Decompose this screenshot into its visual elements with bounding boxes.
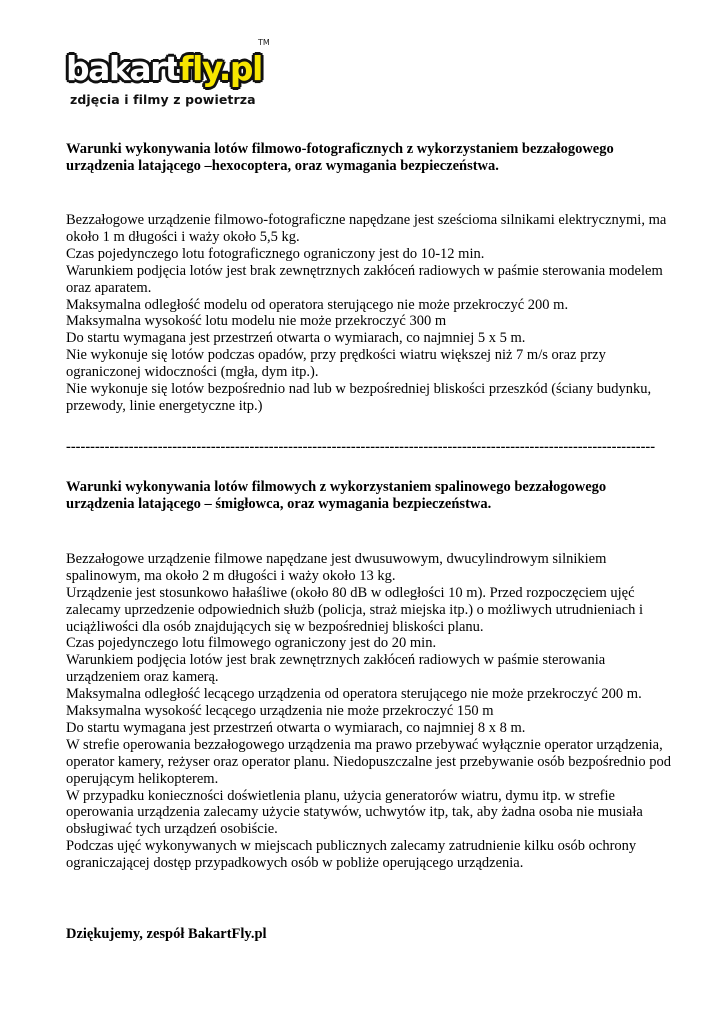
- logo-trademark: TM: [258, 38, 270, 47]
- section2-paragraph: Maksymalna wysokość lecącego urządzenia nie może przekroczyć 150 m: [66, 703, 494, 720]
- section2-paragraph: W przypadku konieczności doświetlenia planu, użycia generatorów wiatru, dymu itp. w strefie operowania urządzenia zalecamy użycie statywów, uchwytów itp, tak, aby żadna osoba nie musiała obsługiwać tych urządzeń osobiście.: [66, 787, 643, 838]
- section1-paragraph: Do startu wymagana jest przestrzeń otwarta o wymiarach, co najmniej 5 x 5 m.: [66, 330, 526, 347]
- section2-paragraph: Bezzałogowe urządzenie filmowe napędzane jest dwusuwowym, dwucylindrowym silnikiem spalinowym, ma około 2 m długości i waży około 13 kg.: [66, 550, 607, 584]
- section1-paragraph: Maksymalna odległość modelu od operatora sterującego nie może przekroczyć 200 m.: [66, 296, 569, 313]
- logo-wordmark: [66, 46, 262, 90]
- logo: [66, 38, 276, 114]
- section1-paragraph: Maksymalna wysokość lotu modelu nie może przekroczyć 300 m: [66, 313, 447, 330]
- section2-paragraph: Urządzenie jest stosunkowo hałaśliwe (około 80 dB w odległości 10 m). Przed rozpoczęciem ujęć zalecamy uprzedzenie odpowiednich służb (policja, straż miejska itp.) o możliwych utrudnieniach i uciążliwości dla osób znajdujących się w bezpośredniej bliskości planu.: [66, 584, 643, 635]
- section1-paragraphs: [66, 212, 676, 415]
- section1-heading: Warunki wykonywania lotów filmowo-fotograficznych z wykorzystaniem bezzałogowego urządzenia latającego –hexocoptera, oraz wymagania bezpieczeństwa.: [66, 141, 614, 174]
- logo-brand-bakart: bakart: [66, 48, 180, 88]
- section2-paragraph: W strefie operowania bezzałogowego urządzenia ma prawo przebywać wyłącznie operator urządzenia, operator kamery, reżyser oraz operator planu. Niedopuszczalne jest przebywanie osób bezpośrednio pod operującym helikopterem.: [66, 736, 671, 787]
- section1-paragraph: Nie wykonuje się lotów bezpośrednio nad lub w bezpośredniej bliskości przeszkód (ściany budynku, przewody, linie energetyczne itp.): [66, 381, 652, 414]
- section2-heading: Warunki wykonywania lotów filmowych z wykorzystaniem spalinowego bezzałogowego urządzenia latającego – śmigłowca, oraz wymagania bezpieczeństwa.: [66, 478, 607, 512]
- section1-paragraph: Warunkiem podjęcia lotów jest brak zewnętrznych zakłóceń radiowych w paśmie sterowania modelem oraz aparatem.: [66, 262, 663, 296]
- section1-paragraph: Nie wykonuje się lotów podczas opadów, przy prędkości wiatru większej niż 7 m/s oraz przy ograniczonej widoczności (mgła, dym itp.).: [66, 347, 606, 381]
- section2-paragraph: Czas pojedynczego lotu filmowego ograniczony jest do 20 min.: [66, 635, 437, 652]
- section2-paragraph: Do startu wymagana jest przestrzeń otwarta o wymiarach, co najmniej 8 x 8 m.: [66, 719, 526, 736]
- section-divider: --------------------------------------------------------------------------------------------------------------------------: [66, 438, 656, 455]
- section1-paragraph: Bezzałogowe urządzenie filmowo-fotograficzne napędzane jest sześcioma silnikami elektrycznymi, ma około 1 m długości i waży około 5,5 kg.: [66, 212, 667, 245]
- section1-paragraph: Czas pojedynczego lotu fotograficznego ograniczony jest do 10-12 min.: [66, 245, 485, 262]
- closing-thanks: Dziękujemy, zespół BakartFly.pl: [66, 926, 267, 943]
- logo-brand-fly: fly.pl: [179, 48, 262, 88]
- section2-paragraph: Maksymalna odległość lecącego urządzenia od operatora sterującego nie może przekroczyć 200 m.: [66, 686, 642, 703]
- section2-paragraph: Warunkiem podjęcia lotów jest brak zewnętrznych zakłóceń radiowych w paśmie sterowania urządzeniem oraz kamerą.: [66, 652, 606, 686]
- section2-paragraph: Podczas ujęć wykonywanych w miejscach publicznych zalecamy zatrudnienie kilku osób ochrony ograniczającej dostęp przypadkowych osób w pobliże operującego urządzenia.: [66, 838, 637, 872]
- document-body: [66, 141, 676, 943]
- logo-tagline: zdjęcia i filmy z powietrza: [70, 92, 256, 107]
- section2-paragraphs: [66, 551, 676, 872]
